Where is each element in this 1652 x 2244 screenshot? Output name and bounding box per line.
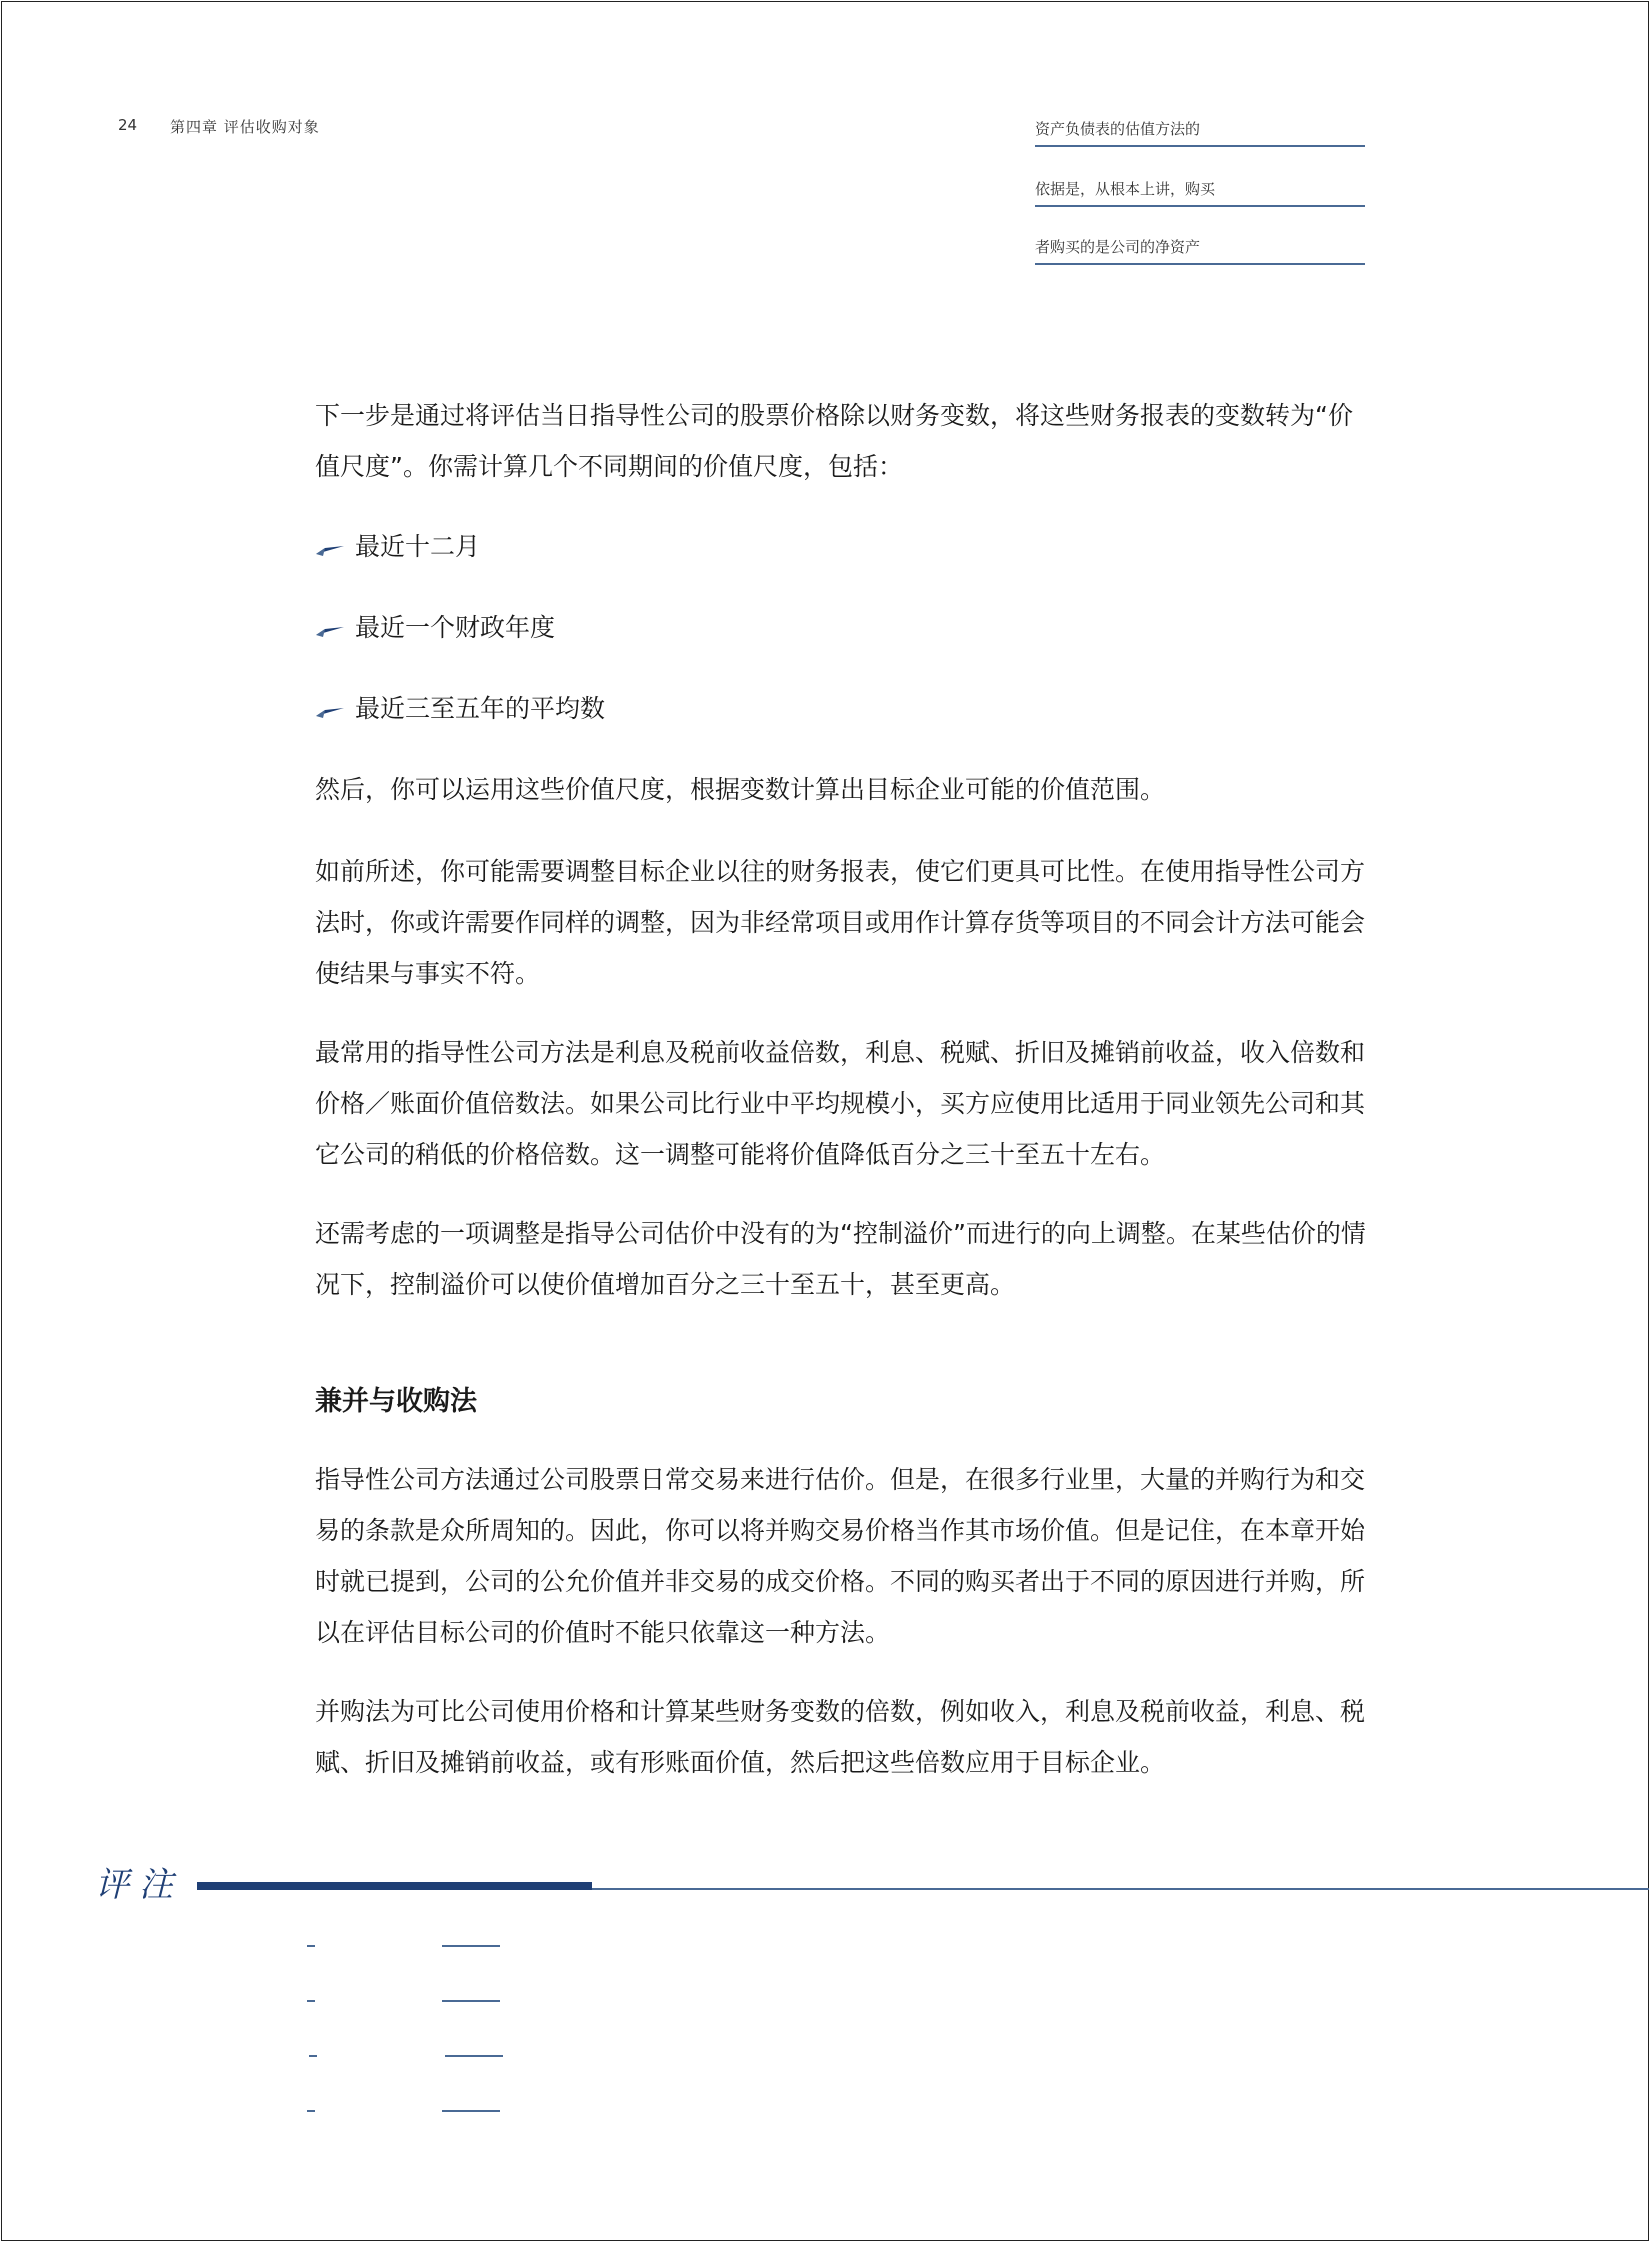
page-number: 24 [118, 116, 138, 134]
note-blank-long [442, 2000, 500, 2002]
bullet-item [315, 527, 480, 567]
paragraph-3: 最常用的指导性公司方法是利息及税前收益倍数，利息、税赋、折旧及摊销前收益，收入倍数和价格／账面价值倍数法。如果公司比行业中平均规模小，买方应使用比适用于同业领先公司和其它公司的稍低的价格倍数。这一调整可能将价值降低百分之三十至五十左右。 [315, 1038, 1366, 1169]
bullet-text: 最近十二月 [355, 532, 481, 561]
sidebar-quote-line-3 [1035, 236, 1365, 265]
bullet-text: 最近一个财政年度 [355, 613, 556, 642]
note-blank-short [309, 2055, 317, 2057]
section-heading: 兼并与收购法 [315, 1386, 477, 1417]
paragraph-2: 如前所述，你可能需要调整目标企业以往的财务报表，使它们更具可比性。在使用指导性公司方法时，你或许需要作同样的调整，因为非经常项目或用作计算存货等项目的不同会计方法可能会使结果与事实不符。 [315, 857, 1366, 988]
arrow-bullet-icon [315, 698, 345, 720]
sidebar-quote-line-1 [1035, 118, 1365, 147]
arrow-bullet-icon [315, 617, 345, 639]
note-blank-short [307, 2110, 315, 2112]
sidebar-quote-line-2 [1035, 178, 1365, 207]
note-blank-short [307, 1945, 315, 1947]
notes-title: 评注 [95, 1865, 183, 1905]
bullet-item [315, 608, 555, 648]
notes-divider-line [592, 1888, 1649, 1890]
note-blank-long [442, 2110, 500, 2112]
paragraph-4: 还需考虑的一项调整是指导公司估价中没有的为“控制溢价”而进行的向上调整。在某些估价的情况下，控制溢价可以使价值增加百分之三十至五十，甚至更高。 [315, 1219, 1366, 1299]
note-blank-short [307, 2000, 315, 2002]
note-blank-long [445, 2055, 503, 2057]
paragraph-5: 指导性公司方法通过公司股票日常交易来进行估价。但是，在很多行业里，大量的并购行为和交易的条款是众所周知的。因此，你可以将并购交易价格当作其市场价值。但是记住，在本章开始时就已提到，公司的公允价值并非交易的成交价格。不同的购买者出于不同的原因进行并购，所以在评估目标公司的价值时不能只依靠这一种方法。 [315, 1465, 1366, 1647]
intro-paragraph: 下一步是通过将评估当日指导性公司的股票价格除以财务变数，将这些财务报表的变数转为“价值尺度”。你需计算几个不同期间的价值尺度，包括： [315, 401, 1353, 481]
bullet-text: 最近三至五年的平均数 [355, 694, 606, 723]
notes-divider-bar [197, 1882, 592, 1890]
sidebar-quote-text: 者购买的是公司的净资产 [1035, 236, 1365, 265]
bullet-item [315, 689, 605, 729]
note-blank-long [442, 1945, 500, 1947]
sidebar-quote-text: 资产负债表的估值方法的 [1035, 118, 1365, 147]
paragraph-6: 并购法为可比公司使用价格和计算某些财务变数的倍数，例如收入，利息及税前收益，利息、税赋、折旧及摊销前收益，或有形账面价值，然后把这些倍数应用于目标企业。 [315, 1697, 1366, 1777]
sidebar-quote-text: 依据是，从根本上讲，购买 [1035, 178, 1365, 207]
arrow-bullet-icon [315, 536, 345, 558]
chapter-title: 第四章 评估收购对象 [170, 118, 320, 136]
paragraph-1: 然后，你可以运用这些价值尺度，根据变数计算出目标企业可能的价值范围。 [315, 775, 1166, 804]
